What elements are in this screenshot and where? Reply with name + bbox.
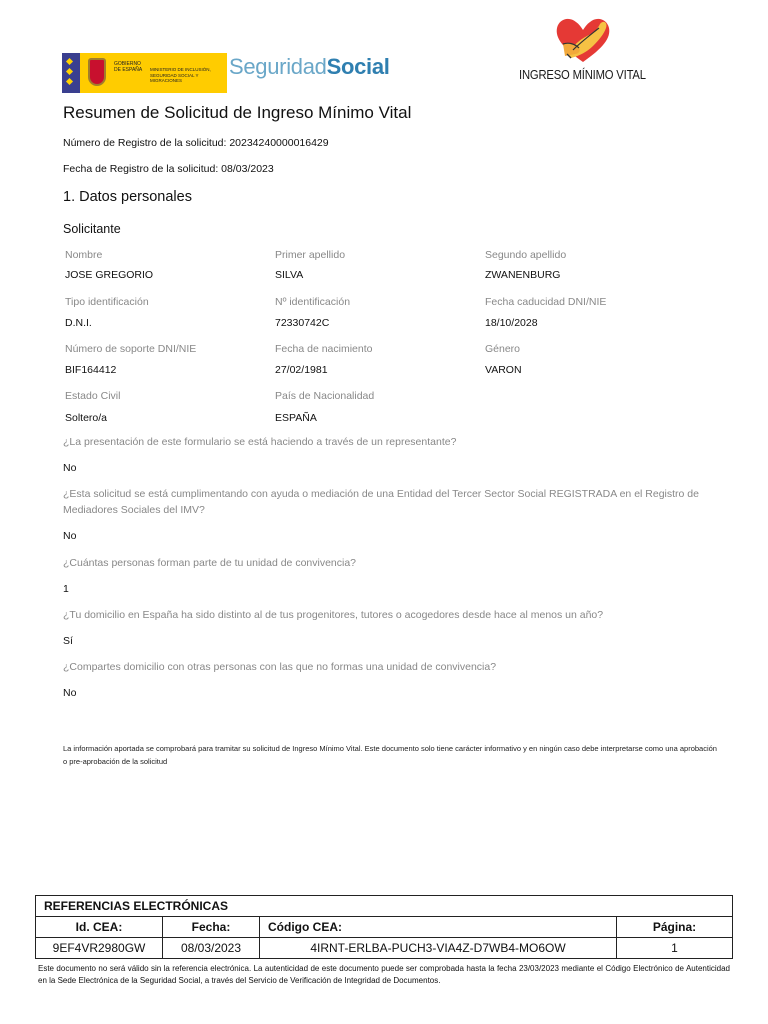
registration-number: Número de Registro de la solicitud: 20234240000016429 [63, 137, 329, 149]
question-unidad-convivencia: ¿Cuántas personas forman parte de tu unidad de convivencia? [63, 557, 357, 569]
ss-logo-part2: Social [326, 54, 390, 79]
field-label-n-identificacion: Nº identificación [275, 296, 351, 308]
ss-logo-part1: Seguridad [229, 54, 327, 79]
heart-hands-icon [553, 14, 613, 66]
field-value-pais-nacionalidad: ESPAÑA [275, 412, 317, 424]
field-label-fecha-caducidad: Fecha caducidad DNI/NIE [485, 296, 607, 308]
question-representante: ¿La presentación de este formulario se está haciendo a través de un representante? [63, 436, 457, 448]
header-fecha: Fecha: [163, 917, 260, 938]
header-codigo-cea: Código CEA: [260, 917, 617, 938]
registration-date: Fecha de Registro de la solicitud: 08/03/2023 [63, 163, 274, 175]
field-label-nombre: Nombre [65, 249, 103, 261]
gov-logo-body [80, 53, 227, 93]
section-title: 1. Datos personales [63, 189, 192, 205]
field-label-genero: Género [485, 343, 521, 355]
field-value-genero: VARON [485, 364, 522, 376]
value-fecha: 08/03/2023 [163, 938, 260, 959]
information-note: La información aportada se comprobará para tramitar su solicitud de Ingreso Mínimo Vital. Este documento solo tiene carácter informativo y en ningún caso debe interpretarse como una aprobación o pre-aprobación de la solicitud [63, 744, 717, 766]
answer-domicilio: Sí [63, 635, 73, 647]
field-value-nombre: JOSE GREGORIO [65, 269, 154, 281]
field-label-tipo-identificacion: Tipo identificación [65, 296, 149, 308]
value-codigo-cea: 4IRNT-ERLBA-PUCH3-VIA4Z-D7WB4-MO6OW [260, 938, 617, 959]
field-label-pais-nacionalidad: País de Nacionalidad [275, 390, 375, 402]
field-value-fecha-nacimiento: 27/02/1981 [275, 364, 328, 376]
imv-logo-text: INGRESO MÍNIMO VITAL [519, 68, 646, 82]
coat-of-arms-icon [88, 58, 106, 86]
question-domicilio: ¿Tu domicilio en España ha sido distinto al de tus progenitores, tutores o acogedores desde hace al menos un año? [63, 609, 604, 621]
answer-representante: No [63, 462, 77, 474]
government-logo [62, 53, 227, 93]
subsection-title: Solicitante [63, 222, 121, 236]
field-label-fecha-nacimiento: Fecha de nacimiento [275, 343, 373, 355]
field-value-numero-soporte: BIF164412 [65, 364, 117, 376]
eu-flag-strip [62, 53, 80, 93]
document-title: Resumen de Solicitud de Ingreso Mínimo Vital [63, 103, 412, 122]
field-value-fecha-caducidad: 18/10/2028 [485, 317, 538, 329]
field-label-primer-apellido: Primer apellido [275, 249, 346, 261]
field-label-segundo-apellido: Segundo apellido [485, 249, 567, 261]
answer-mediacion: No [63, 530, 77, 542]
question-comparte-domicilio: ¿Compartes domicilio con otras personas con las que no formas una unidad de convivencia? [63, 661, 497, 673]
ministry-text: MINISTERIO DE INCLUSIÓN, SEGURIDAD SOCIAL Y MIGRACIONES [150, 67, 211, 83]
header-id-cea: Id. CEA: [36, 917, 163, 938]
electronic-references-table [35, 895, 733, 959]
field-value-segundo-apellido: ZWANENBURG [485, 269, 561, 281]
footer-validity-text: Este documento no será válido sin la referencia electrónica. La autenticidad de este documento puede ser comprobada hasta la fecha 23/03/2023 mediante el Código Electrónico de Autenticidad en la Sede Electrónica de la Seguridad Social, a través del Servicio de Verificación de Integridad de Documentos. [38, 964, 730, 985]
field-value-primer-apellido: SILVA [275, 269, 304, 281]
gov-text: GOBIERNO DE ESPAÑA [114, 61, 143, 73]
field-label-estado-civil: Estado Civil [65, 390, 121, 402]
answer-unidad-convivencia: 1 [63, 583, 69, 595]
question-mediacion: ¿Esta solicitud se está cumplimentando con ayuda o mediación de una Entidad del Tercer Sector Social REGISTRADA en el Registro de Mediadores Sociales del IMV? [63, 488, 699, 516]
value-id-cea: 9EF4VR2980GW [36, 938, 163, 959]
header-pagina: Página: [617, 917, 733, 938]
references-title: REFERENCIAS ELECTRÓNICAS [36, 896, 733, 917]
field-value-estado-civil: Soltero/a [65, 412, 108, 424]
field-label-numero-soporte: Número de soporte DNI/NIE [65, 343, 197, 355]
seguridad-social-logo [229, 52, 390, 82]
field-value-tipo-identificacion: D.N.I. [65, 317, 92, 329]
value-pagina: 1 [617, 938, 733, 959]
answer-comparte-domicilio: No [63, 687, 77, 699]
field-value-n-identificacion: 72330742C [275, 317, 330, 329]
